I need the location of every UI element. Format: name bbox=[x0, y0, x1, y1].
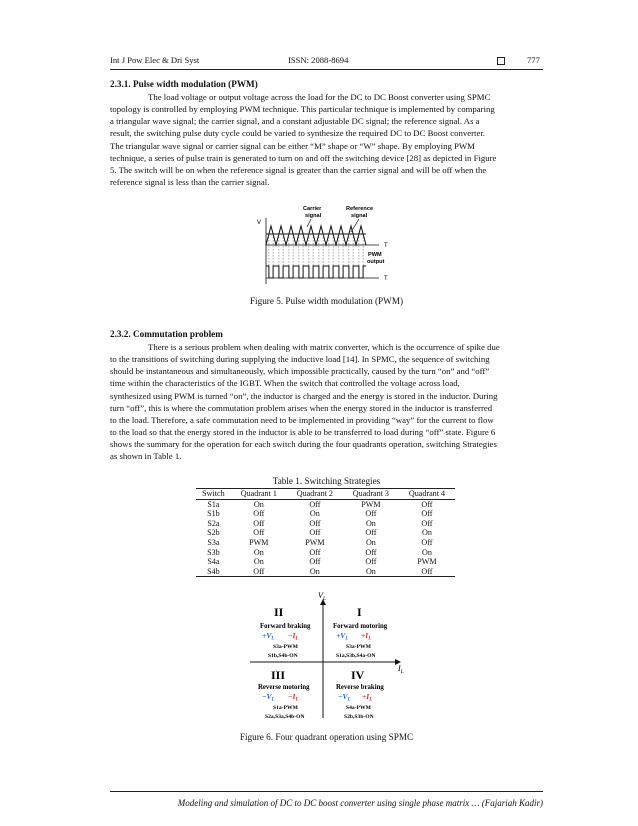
quadrant-on-iii: S2a,S3a,S4b-ON bbox=[265, 714, 305, 720]
journal-name: Int J Pow Elec & Dri Syst bbox=[110, 55, 200, 65]
voltage-sign-ii: $+V_L$ bbox=[262, 631, 275, 642]
table-cell: On bbox=[422, 528, 432, 538]
page-number: 777 bbox=[527, 55, 540, 65]
table-cell: Off bbox=[365, 547, 377, 557]
paragraph-line: technique, a series of pulse train is generated to turn on and off the switching device [28] as depicted in Figure bbox=[110, 152, 497, 163]
table-cell: S2b bbox=[207, 528, 220, 538]
table-row bbox=[196, 519, 455, 529]
table-row bbox=[196, 528, 455, 538]
reference-label-line1: Reference bbox=[346, 206, 374, 212]
quadrant-mode-iv: Reverse braking bbox=[336, 684, 384, 691]
paragraph-line: The triangular wave signal or carrier signal can be either “M” shape or “W” shape. By employing PWM bbox=[110, 140, 475, 151]
table-cell: Off bbox=[253, 509, 265, 519]
switching-table bbox=[196, 488, 455, 577]
table-cell: Off bbox=[421, 509, 433, 519]
paragraph-commutation bbox=[110, 341, 543, 463]
table-cell: On bbox=[253, 499, 264, 509]
quadrant-numeral-i: I bbox=[357, 605, 362, 619]
pwm-figure bbox=[255, 200, 400, 288]
table-cell: S4a bbox=[207, 557, 220, 567]
table-cell: S1a bbox=[207, 499, 220, 509]
paragraph-line: synthesized using PWM is turned “on”, the inductor is charged and the energy is stored in the inductor. During bbox=[110, 390, 498, 401]
quadrant-pwm-i: S3a-PWM bbox=[346, 644, 371, 650]
table-row bbox=[196, 557, 455, 567]
table-header: Quadrant 2 bbox=[287, 489, 343, 500]
current-sign-iv: $+I_L$ bbox=[362, 692, 373, 703]
quadrant-numeral-ii: II bbox=[274, 605, 284, 619]
paragraph-line: result, the switching pulse duty cycle could be varied to synthesize the required DC to DC Boost converter. bbox=[110, 128, 485, 139]
table-row bbox=[196, 509, 455, 519]
paragraph-line: to the transitions of switching during supplying the inductive load [14]. In SPMC, the sequence of switching bbox=[110, 354, 490, 365]
pwm-label-line1: PWM bbox=[368, 252, 382, 258]
footer-rule bbox=[110, 791, 543, 792]
quadrant-mode-i: Forward motoring bbox=[333, 623, 388, 630]
section-heading-commutation: 2.3.2. Commutation problem bbox=[110, 329, 223, 339]
table-cell: Off bbox=[253, 518, 265, 528]
paragraph-line: a triangular wave signal; the carrier signal, and a constant adjustable DC signal; the reference signal. As a bbox=[110, 116, 480, 127]
v-axis-label: $V_L$ bbox=[318, 591, 326, 602]
reference-label-line2: signal bbox=[351, 213, 368, 219]
table-cell: Off bbox=[365, 528, 377, 538]
table-row bbox=[196, 567, 455, 577]
header-rule bbox=[110, 69, 543, 70]
table-cell: Off bbox=[309, 518, 321, 528]
table-cell: S4b bbox=[196, 567, 231, 577]
paragraph-line: to the load. Therefore, a safe commutation need to be implemented in providing “way” for the current to flow bbox=[110, 414, 494, 425]
current-sign-i: $+I_L$ bbox=[361, 631, 372, 642]
current-sign-ii: $-I_L$ bbox=[288, 631, 299, 642]
i-axis-label: $I_L$ bbox=[398, 664, 404, 675]
quadrant-pwm-iii: S1a-PWM bbox=[273, 705, 298, 711]
figure6-caption: Figure 6. Four quadrant operation using SPMC bbox=[239, 732, 414, 742]
table-cell: PWM bbox=[417, 557, 437, 567]
table-cell: S3b bbox=[207, 547, 220, 557]
carrier-pointer bbox=[307, 219, 311, 227]
paragraph-line: 5. The switch will be on when the reference signal is greater than the carrier signal and will be off when the bbox=[110, 164, 487, 175]
table-cell: Off bbox=[253, 528, 265, 538]
table-cell: On bbox=[422, 547, 432, 557]
square-bullet-icon bbox=[497, 57, 505, 65]
quadrant-numeral-iv: IV bbox=[351, 668, 365, 682]
table-cell: Off bbox=[421, 537, 433, 547]
table-cell: Off bbox=[365, 509, 377, 519]
pwm-output-wave bbox=[266, 266, 366, 278]
table-cell: On bbox=[365, 518, 376, 528]
quadrant-on-iv: S2b,S3b-ON bbox=[344, 714, 374, 720]
table-header: Quadrant 3 bbox=[343, 489, 399, 500]
paragraph-pwm bbox=[110, 91, 543, 188]
four-quadrant-figure bbox=[240, 590, 410, 725]
issn: ISSN: 2088-8694 bbox=[288, 55, 349, 65]
table-row bbox=[196, 548, 455, 558]
paragraph-line: topology is controlled by employing PWM technique. This particular technique is implemented by comparing bbox=[110, 104, 495, 115]
table-cell: On bbox=[253, 557, 264, 567]
v-axis-label: V bbox=[257, 220, 262, 226]
table-cell: Off bbox=[309, 547, 321, 557]
figure5-caption: Figure 5. Pulse width modulation (PWM) bbox=[249, 296, 404, 306]
quadrant-numeral-iii: III bbox=[271, 668, 286, 682]
paragraph-line: shows the summary for the operation for each switch during the four quadrants operation, switching Strategies bbox=[110, 439, 497, 450]
voltage-sign-i: $+V_L$ bbox=[336, 631, 349, 642]
carrier-label-line1: Carrier bbox=[303, 206, 322, 212]
table-cell: Off bbox=[421, 518, 433, 528]
current-sign-iii: $-I_L$ bbox=[288, 692, 299, 703]
quadrant-pwm-iv: S4a-PWM bbox=[346, 705, 371, 711]
table-cell: PWM bbox=[305, 537, 325, 547]
table-cell: S1b bbox=[207, 509, 220, 519]
table-header-row bbox=[196, 489, 455, 500]
table-cell: Off bbox=[365, 557, 377, 567]
table-cell: On bbox=[309, 509, 320, 519]
table-cell: On bbox=[253, 547, 264, 557]
t-axis-label-top: T bbox=[384, 243, 388, 249]
pwm-label-line2: output bbox=[367, 259, 385, 265]
table-cell: PWM bbox=[361, 499, 381, 509]
paragraph-line: The load voltage or output voltage across the load for the DC to DC Boost converter using SPMC bbox=[148, 92, 491, 102]
carrier-label-line2: signal bbox=[305, 213, 322, 219]
table-cell: PWM bbox=[249, 537, 269, 547]
paragraph-line: There is a serious problem when dealing with matrix converter, which is the occurrence of spike due bbox=[148, 342, 500, 352]
table-header: Switch bbox=[196, 489, 231, 500]
table-cell: On bbox=[343, 567, 399, 577]
table-header: Quadrant 1 bbox=[231, 489, 287, 500]
table-cell: S3a bbox=[207, 537, 220, 547]
voltage-sign-iv: $-V_L$ bbox=[338, 692, 351, 703]
quadrant-on-ii: S1b,S4b-ON bbox=[268, 653, 298, 659]
quadrant-on-i: S1a,S3b,S4a-ON bbox=[336, 653, 376, 659]
carrier-wave bbox=[266, 226, 366, 245]
paragraph-line: time within the characteristics of the IGBT. When the switch that controlled the voltage across load, bbox=[110, 378, 460, 389]
running-footer: Modeling and simulation of DC to DC boost converter using single phase matrix … (Fajariah Kadir) bbox=[177, 798, 543, 808]
table-cell: Off bbox=[309, 557, 321, 567]
table-cell: Off bbox=[309, 528, 321, 538]
table1-title: Table 1. Switching Strategies bbox=[272, 476, 381, 486]
table-cell: Off bbox=[399, 567, 455, 577]
t-axis-label-bottom: T bbox=[384, 276, 388, 282]
table-cell: On bbox=[287, 567, 343, 577]
paragraph-line: turn “off”, this is where the commutation problem arises when the energy stored in the inductor is transferred bbox=[110, 402, 493, 413]
table-cell: On bbox=[365, 537, 376, 547]
quadrant-mode-iii: Reverse motoring bbox=[258, 684, 310, 691]
table-cell: Off bbox=[231, 567, 287, 577]
quadrant-pwm-ii: S3a-PWM bbox=[273, 644, 298, 650]
table-row bbox=[196, 538, 455, 548]
table-header: Quadrant 4 bbox=[399, 489, 455, 500]
paragraph-line: to the load so that the energy stored in the inductor is able to be transferred to load during “off” state. Figure 6 bbox=[110, 427, 496, 438]
table-cell: Off bbox=[421, 499, 433, 509]
table-cell: S2a bbox=[207, 518, 220, 528]
paragraph-line: as shown in Table 1. bbox=[110, 451, 182, 462]
quadrant-mode-ii: Forward braking bbox=[260, 623, 311, 630]
paragraph-line: should be instantaneous and simultaneously, which impossible practically, caused by the turn “on” and “off” bbox=[110, 366, 490, 377]
section-heading-pwm: 2.3.1. Pulse width modulation (PWM) bbox=[110, 79, 258, 89]
paragraph-line: reference signal is less than the carrier signal. bbox=[110, 177, 270, 188]
table-cell: Off bbox=[309, 499, 321, 509]
table-row bbox=[196, 499, 455, 509]
voltage-sign-iii: $-V_L$ bbox=[262, 692, 275, 703]
